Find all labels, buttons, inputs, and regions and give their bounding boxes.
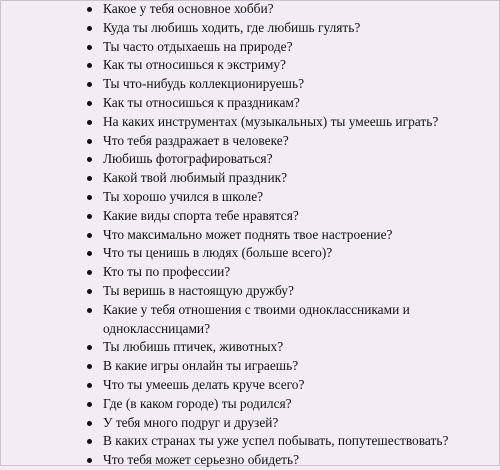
list-item [84, 0, 494, 19]
question-text: Как ты относишься к экстриму? [103, 57, 286, 73]
bullet-icon [87, 120, 92, 125]
question-text: Как ты относишься к праздникам? [103, 94, 300, 110]
question-text: Какие виды спорта тебе нравятся? [103, 207, 299, 223]
bullet-icon [87, 101, 92, 106]
question-text: Какое у тебя основное хобби? [103, 1, 274, 16]
question-text: В какие игры онлайн ты играешь? [103, 358, 299, 374]
question-text: Что ты ценишь в людях (больше всего)? [103, 245, 333, 261]
list-item [84, 376, 494, 395]
list-item [84, 94, 494, 113]
list-item [84, 169, 494, 188]
list-item [84, 357, 494, 376]
bullet-icon [87, 251, 92, 256]
question-text: Ты хорошо учился в школе? [103, 188, 264, 204]
list-item [84, 132, 494, 151]
bullet-icon [87, 233, 92, 238]
question-text: В каких странах ты уже успел побывать, попутешествовать? [103, 433, 449, 449]
list-item [84, 38, 494, 57]
list-item [84, 207, 494, 226]
bullet-icon [87, 439, 92, 444]
question-text: Какой твой любимый праздник? [103, 170, 288, 186]
bullet-icon [87, 308, 92, 313]
bullet-icon [87, 7, 92, 12]
list-item [84, 414, 494, 433]
bullet-icon [87, 458, 92, 463]
list-item [84, 188, 494, 207]
bullet-icon [87, 82, 92, 87]
question-text: Ты что-нибудь коллекционируешь? [103, 76, 305, 92]
bullet-icon [87, 45, 92, 50]
bullet-icon [87, 139, 92, 144]
bullet-icon [87, 214, 92, 219]
bullet-icon [87, 402, 92, 407]
list-item [84, 56, 494, 75]
question-text: Какие у тебя отношения с твоими одноклассниками и одноклассницами? [103, 301, 410, 336]
list-item [84, 226, 494, 245]
list-item [84, 263, 494, 282]
question-text: На каких инструментах (музыкальных) ты умеешь играть? [103, 113, 439, 129]
bullet-icon [87, 383, 92, 388]
bullet-icon [87, 364, 92, 369]
question-text: Что тебя раздражает в человеке? [103, 132, 289, 148]
question-text: Кто ты по профессии? [103, 264, 231, 280]
question-list [84, 0, 494, 470]
question-text: Ты любишь птичек, животных? [103, 339, 284, 355]
bullet-icon [87, 289, 92, 294]
question-text: Любишь фотографироваться? [103, 151, 273, 167]
bullet-icon [87, 63, 92, 68]
list-item [84, 113, 494, 132]
list-item [84, 75, 494, 94]
list-item [84, 338, 494, 357]
bullet-icon [87, 157, 92, 162]
bullet-icon [87, 176, 92, 181]
list-item [84, 282, 494, 301]
question-text: У тебя много подруг и друзей? [103, 414, 279, 430]
bullet-icon [87, 195, 92, 200]
bullet-icon [87, 421, 92, 426]
question-text: Что ты умеешь делать круче всего? [103, 376, 305, 392]
list-item [84, 432, 494, 451]
question-text: Куда ты любишь ходить, где любишь гулять? [103, 19, 361, 35]
bullet-icon [87, 270, 92, 275]
bullet-icon [87, 345, 92, 350]
list-item [84, 395, 494, 414]
question-text: Что тебя может серьезно обидеть? [103, 452, 300, 468]
list-item [84, 451, 494, 470]
question-text: Где (в каком городе) ты родился? [103, 395, 292, 411]
bullet-icon [87, 26, 92, 31]
question-text: Ты часто отдыхаешь на природе? [103, 38, 293, 54]
list-item [84, 301, 494, 339]
question-text: Что максимально может поднять твое настроение? [103, 226, 393, 242]
list-item [84, 244, 494, 263]
question-text: Ты веришь в настоящую дружбу? [103, 282, 294, 298]
list-item [84, 19, 494, 38]
list-item [84, 150, 494, 169]
